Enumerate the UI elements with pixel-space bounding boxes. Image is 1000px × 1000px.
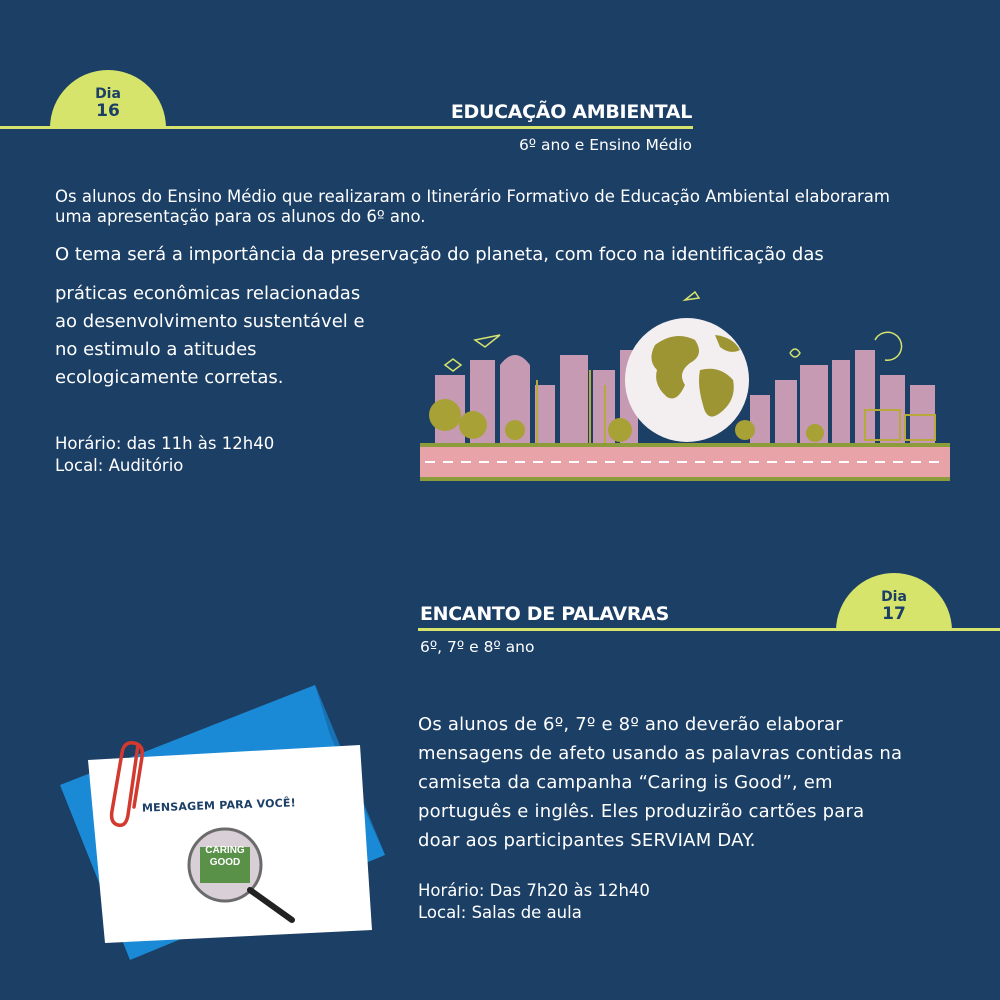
event1-schedule: [55, 433, 274, 477]
schedule-time: Horário: das 11h às 12h40: [55, 434, 275, 453]
envelope-card-icon: [60, 675, 390, 975]
header-rule-1: [0, 126, 693, 129]
theme-line: no estimulo a atitudes: [55, 339, 257, 360]
schedule-time: Horário: Das 7h20 às 12h40: [418, 881, 650, 900]
card-heading: MENSAGEM PARA VOCÊ!: [141, 796, 297, 815]
event1-title: EDUCAÇÃO AMBIENTAL: [450, 101, 692, 123]
description-line: português e inglês. Eles produzirão cartões para: [418, 801, 865, 822]
event1-theme-line: O tema será a importância da preservação do planeta, com foco na identificação das: [55, 244, 824, 265]
theme-line: ao desenvolvimento sustentável e: [55, 311, 365, 332]
event2-schedule: [418, 880, 650, 924]
event2-audience: 6º, 7º e 8º ano: [420, 638, 535, 656]
description-line: camiseta da campanha “Caring is Good”, em: [418, 772, 833, 793]
theme-line: ecologicamente corretas.: [55, 367, 284, 388]
event1-audience: 6º ano e Ensino Médio: [518, 136, 692, 154]
day-badge-label: Dia: [881, 589, 907, 605]
theme-line: práticas econômicas relacionadas: [55, 283, 361, 304]
description-line: doar aos participantes SERVIAM DAY.: [418, 830, 756, 851]
day-badge-17: [836, 573, 952, 631]
day-badge-number: 17: [882, 604, 906, 624]
day-badge-16: [50, 70, 166, 128]
description-line: Os alunos de 6º, 7º e 8º ano deverão elaborar: [418, 714, 843, 735]
schedule-location: Local: Auditório: [55, 456, 184, 475]
event2-title: ENCANTO DE PALAVRAS: [420, 603, 669, 625]
day-badge-label: Dia: [95, 86, 121, 102]
schedule-location: Local: Salas de aula: [418, 903, 582, 922]
day-badge-number: 16: [96, 101, 120, 121]
header-rule-2: [418, 628, 1000, 631]
event1-theme-continued: [55, 280, 415, 392]
green-city-globe-icon: [415, 285, 955, 495]
caring-good-logo: [200, 845, 250, 869]
logo-line: GOOD: [209, 857, 241, 868]
event2-description: [418, 710, 978, 855]
event1-intro-paragraph: Os alunos do Ensino Médio que realizaram o Itinerário Formativo de Educação Ambiental elaboraram uma apresentação para os alunos do 6º ano.: [55, 187, 890, 226]
description-line: mensagens de afeto usando as palavras contidas na: [418, 743, 903, 764]
logo-line: CARING: [205, 845, 245, 856]
